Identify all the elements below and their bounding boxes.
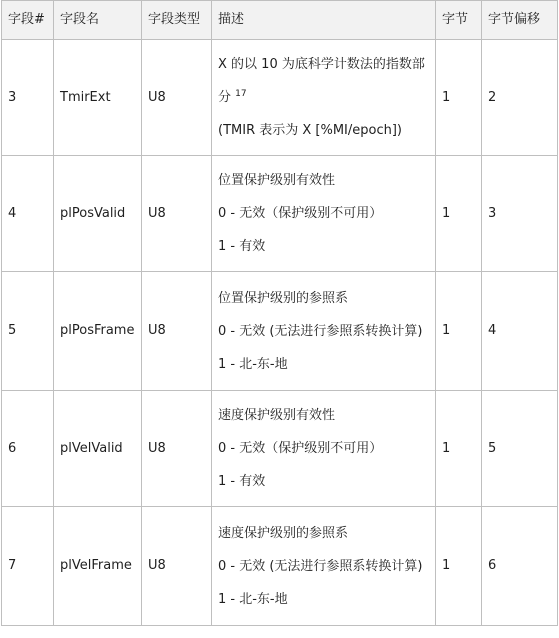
description-line: 速度保护级别有效性 (218, 408, 336, 423)
cell-field-name: plPosValid (54, 156, 142, 272)
cell-bytes: 1 (436, 391, 482, 507)
description-line (218, 48, 429, 114)
cell-description (212, 156, 436, 272)
description-line: 1 - 北-东-地 (218, 356, 288, 372)
cell-field-name: plVelValid (54, 391, 142, 507)
description-line: 0 - 无效 (无法进行参照系转换计算) (218, 558, 423, 574)
table-row (2, 156, 558, 272)
table-row (2, 391, 558, 507)
cell-field-number: 7 (2, 507, 54, 626)
description-line: 0 - 无效（保护级别不可用） (218, 441, 383, 456)
cell-byte-offset: 3 (482, 156, 558, 272)
description-line: (TMIR 表示为 X [%MI/epoch]) (218, 123, 402, 138)
table-header-row (2, 1, 558, 40)
cell-description (212, 272, 436, 391)
cell-byte-offset: 2 (482, 40, 558, 156)
header-description: 描述 (212, 1, 436, 40)
description-line: 0 - 无效（保护级别不可用） (218, 206, 383, 221)
cell-field-type: U8 (142, 272, 212, 391)
cell-field-type: U8 (142, 391, 212, 507)
footnote-marker: 17 (235, 89, 247, 99)
table-row (2, 507, 558, 626)
field-table (1, 0, 558, 626)
description-line: 速度保护级别的参照系 (218, 525, 349, 541)
table-row (2, 272, 558, 391)
cell-description (212, 391, 436, 507)
header-bytes: 字节 (436, 1, 482, 40)
description-text: X 的以 10 为底科学计数法的指数部分 (218, 57, 425, 105)
cell-byte-offset: 4 (482, 272, 558, 391)
description-line: 1 - 有效 (218, 474, 266, 489)
header-field-type: 字段类型 (142, 1, 212, 40)
description-line: 1 - 有效 (218, 239, 266, 254)
cell-field-type: U8 (142, 40, 212, 156)
description-line: 1 - 北-东-地 (218, 591, 288, 607)
description-line: 0 - 无效 (无法进行参照系转换计算) (218, 323, 423, 339)
cell-description (212, 40, 436, 156)
header-byte-offset: 字节偏移 (482, 1, 558, 40)
cell-bytes: 1 (436, 507, 482, 626)
description-line: 位置保护级别有效性 (218, 173, 336, 188)
cell-field-number: 3 (2, 40, 54, 156)
description-line: 位置保护级别的参照系 (218, 290, 349, 306)
header-field-name: 字段名 (54, 1, 142, 40)
cell-bytes: 1 (436, 272, 482, 391)
cell-field-number: 6 (2, 391, 54, 507)
cell-bytes: 1 (436, 156, 482, 272)
cell-field-name: plPosFrame (54, 272, 142, 391)
cell-field-number: 4 (2, 156, 54, 272)
cell-bytes: 1 (436, 40, 482, 156)
table-row (2, 40, 558, 156)
cell-description (212, 507, 436, 626)
header-field-number: 字段# (2, 1, 54, 40)
cell-field-name: plVelFrame (54, 507, 142, 626)
cell-byte-offset: 6 (482, 507, 558, 626)
cell-field-name: TmirExt (54, 40, 142, 156)
cell-field-number: 5 (2, 272, 54, 391)
cell-field-type: U8 (142, 507, 212, 626)
cell-field-type: U8 (142, 156, 212, 272)
cell-byte-offset: 5 (482, 391, 558, 507)
